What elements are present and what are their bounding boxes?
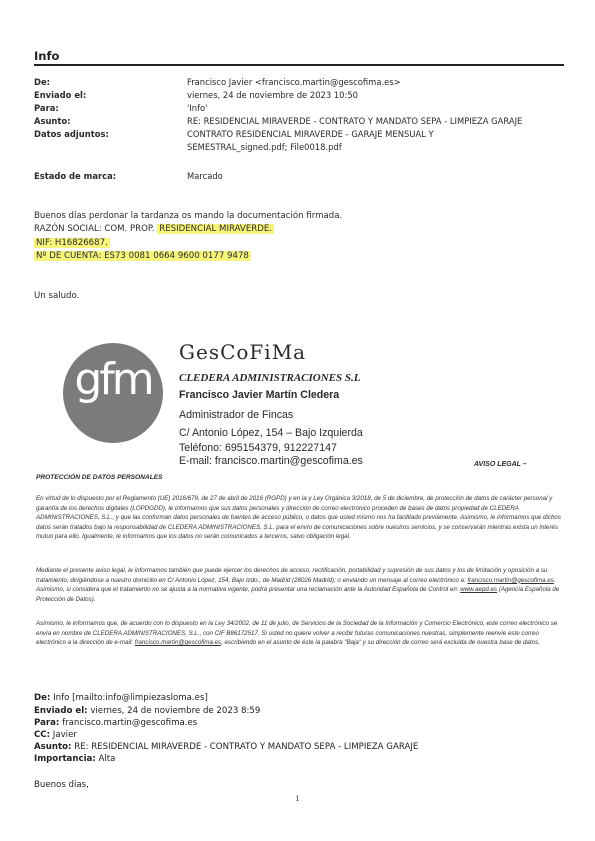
header-value-attachments[interactable]: CONTRATO RESIDENCIAL MIRAVERDE - GARAJE MENSUAL Y (187, 129, 434, 139)
fwd-subject (34, 741, 418, 754)
fwd-sent-label: Enviado el: (34, 706, 88, 716)
signer-role: Administrador de Fincas (179, 409, 294, 421)
signer-name: Francisco Javier Martín Cledera (179, 389, 340, 401)
message-closing: Un saludo. (34, 291, 80, 301)
fwd-from-label: De: (34, 693, 51, 703)
fwd-importance (34, 753, 115, 766)
company-prefix: RAZÓN SOCIAL: COM. PROP. (34, 224, 155, 234)
header-value-to: 'Info' (187, 103, 208, 113)
message-line-4 (34, 250, 251, 263)
message-line-1: Buenos días perdonar la tardanza os mando la documentación firmada. (34, 211, 343, 221)
legal-p3-email-link[interactable]: francisco.martin@gescofima.es (134, 639, 222, 647)
fwd-subject-label: Asunto: (34, 742, 72, 752)
fwd-sent (34, 705, 260, 718)
fwd-greeting: Buenos dias, (34, 780, 89, 790)
email-header (34, 76, 574, 186)
legal-p2-email-link[interactable]: francisco.martin@gescofima.es (467, 576, 554, 584)
legal-p2-text: Mediante el presente aviso legal, le informamos también que puede ejercer los derechos de acceso, rectificación, portabilidad y supresión de sus datos y los de limitación y oposición a su tratamiento, dirigiéndose a nuestro domicilio en C/ Antonio López, 154, Bajo Izdo., de Madrid (28026 Madrid); o enviando un mensaje al correo electrónico a: (36, 567, 548, 584)
legal-p2-text-c: (Agencia Española de Protección de Datos). (36, 586, 560, 603)
header-label-flag: Estado de marca: (34, 171, 117, 181)
legal-heading: PROTECCIÓN DE DATOS PERSONALES (36, 474, 163, 481)
header-value-sent: viernes, 24 de noviembre de 2023 10:50 (187, 90, 358, 100)
fwd-importance-label: Importancia: (34, 754, 96, 764)
header-label-sent: Enviado el: (34, 90, 87, 100)
header-value-flag: Marcado (187, 171, 223, 181)
fwd-from-value[interactable]: Info [mailto:info@limpiezasloma.es] (53, 693, 208, 703)
message-line-3 (34, 237, 110, 250)
legal-paragraph-1: En virtud de lo dispuesto por el Reglamento (UE) 2016/679, de 27 de abril de 2016 (RGPD) y en la y Ley Orgánica 3/2018, de 5 de diciembre, de protección de datos de carácter personal y garantía de los derechos digitales (LOPDGDD), le informamos que sus datos personales y dirección de correo electrónico proceden de bases de datos propiedad de CLEDERA ADMINISTRACIONES, S.L., y que las conforman datos personales de fuentes de acceso público, o datos que usted mismo nos ha facilitado previamente. Asimismo, le informamos que dichos datos serán tratados bajo la responsabilidad de CLEDERA ADMINISTRACIONES, S.L. para el envío de comunicaciones sobre nuestros servicios, y se conservarán mientras exista un interés mutuo para ello. Igualmente, le informamos que los datos no serán comunicados a terceros, salvo obligación legal. (36, 495, 561, 541)
message-line-2 (34, 223, 274, 236)
account-highlight: Nº DE CUENTA: ES73 0081 0664 9600 0177 9478 (36, 251, 249, 261)
legal-paragraph-2 (36, 566, 562, 604)
company-name-highlight: RESIDENCIAL MIRAVERDE. (159, 224, 272, 234)
title-divider (34, 64, 564, 66)
legal-p2-aepd-link[interactable]: www.aepd.es (460, 586, 498, 594)
legal-p3-text: Asimismo, le informamos que, de acuerdo con lo dispuesto en la Ley 34/2002, de 11 de julio, de Servicios de la Sociedad de la Información y Comercio Electrónico, este correo electrónico se envía en nombre de CLEDERA ADMINISTRACIONES, S.L., con CIF B86172517. Si usted no quiere volver a recibir futuras comunicaciones nuestras, simplemente reenvíe este correo electrónico a la dirección de e-mail: (36, 620, 558, 647)
fwd-importance-value: Alta (98, 754, 116, 764)
gfm-logo-text: gfm (74, 354, 152, 405)
header-label-attachments: Datos adjuntos: (34, 129, 109, 139)
signer-address: C/ Antonio López, 154 – Bajo Izquierda (179, 427, 363, 439)
fwd-to-label: Para: (34, 718, 60, 728)
nif-highlight: NIF: H16826687. (36, 238, 108, 248)
header-label-from: De: (34, 77, 50, 87)
header-value-from: Francisco Javier <francisco.martin@gescofima.es> (187, 77, 401, 87)
fwd-cc (34, 729, 77, 742)
page-number: 1 (295, 795, 300, 803)
header-label-subject: Asunto: (34, 116, 71, 126)
fwd-subject-value: RE: RESIDENCIAL MIRAVERDE - CONTRATO Y MANDATO SEPA - LIMPIEZA GARAJE (74, 742, 419, 752)
fwd-to-value[interactable]: francisco.martin@gescofima.es (62, 718, 198, 728)
header-label-to: Para: (34, 103, 59, 113)
fwd-cc-label: CC: (34, 730, 51, 740)
legal-notice-label: AVISO LEGAL – (474, 461, 527, 468)
brand-name: GesCoFiMa (179, 340, 307, 364)
legal-p2-text-b: . Asimismo, si considera que el tratamiento no se ajusta a la normativa vigente, podrá presentar una reclamación ante la Autoridad Española de Control en: (36, 576, 556, 594)
fwd-to (34, 717, 197, 730)
legal-p3-text-b: , escribiendo en el asunto de éste la palabra "Baja" y su dirección de correo será excluida de nuestra base de datos. (221, 639, 540, 647)
fwd-from (34, 692, 208, 705)
legal-paragraph-3 (36, 619, 562, 648)
fwd-cc-value: Javier (52, 730, 77, 740)
page-title: Info (34, 49, 60, 63)
company-name: CLEDERA ADMINISTRACIONES S.L (179, 372, 361, 384)
fwd-sent-value: viernes, 24 de noviembre de 2023 8:59 (90, 706, 261, 716)
signer-email[interactable]: E-mail: francisco.martin@gescofima.es (179, 455, 363, 467)
header-value-attachments-cont[interactable]: SEMESTRAL_signed.pdf; File0018.pdf (187, 142, 342, 152)
signer-phone: Teléfono: 695154379, 912227147 (179, 442, 337, 454)
header-value-subject: RE: RESIDENCIAL MIRAVERDE - CONTRATO Y MANDATO SEPA - LIMPIEZA GARAJE (187, 116, 523, 126)
